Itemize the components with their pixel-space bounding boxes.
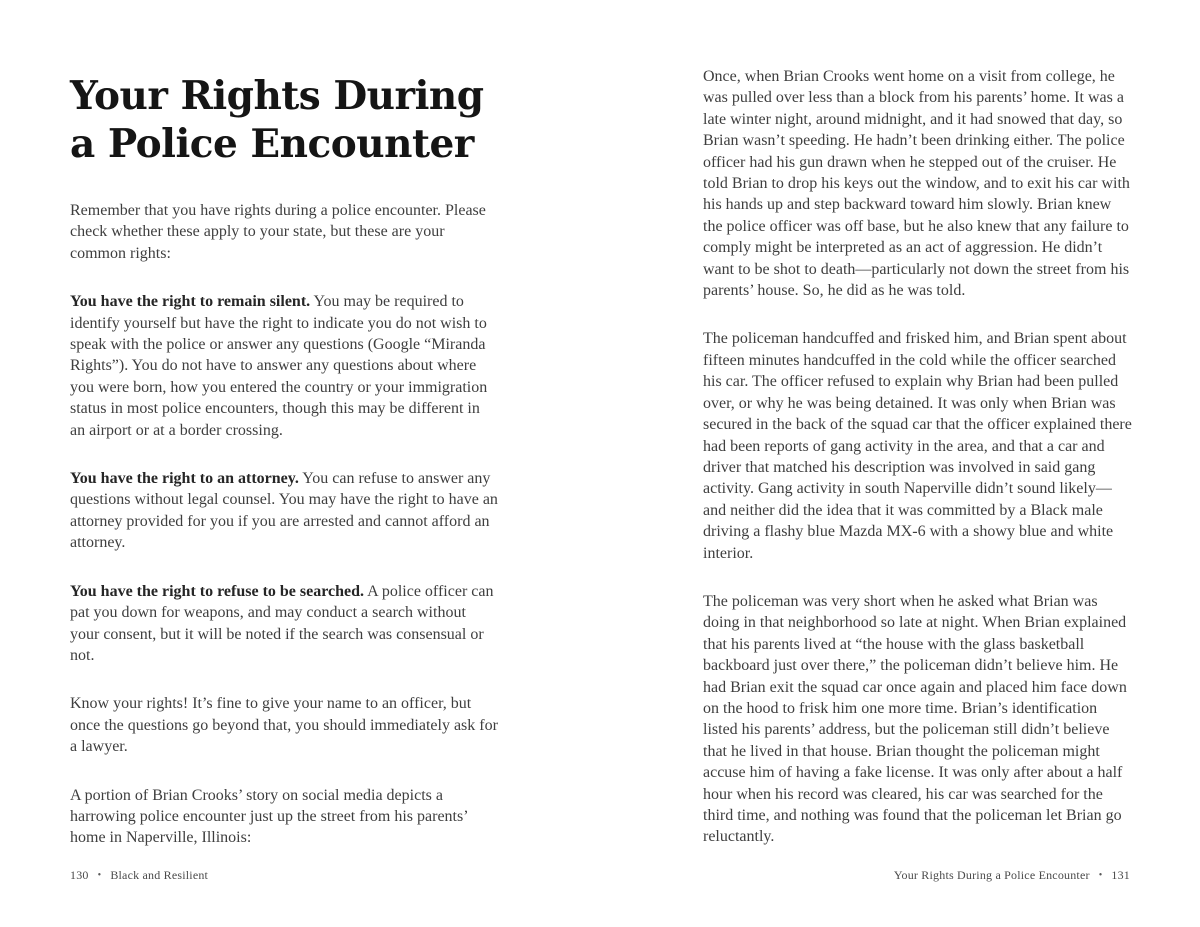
- right-lead-remain-silent: You have the right to remain silent.: [70, 293, 311, 311]
- left-page-number: 130: [70, 868, 89, 882]
- right-lead-refuse-search: You have the right to refuse to be searched.: [70, 582, 365, 600]
- footer-separator-dot: •: [97, 870, 102, 881]
- right-body-attorney: You can refuse to answer any questions without legal counsel. You may have the right to have an attorney provided for you if you are arrested and cannot afford an attorney.: [70, 470, 498, 552]
- brian-crooks-intro-paragraph: A portion of Brian Crooks’ story on social media depicts a harrowing police encounter just up the street from his parents’ home in Naperville, Illinois:: [70, 786, 468, 847]
- right-body-remain-silent: You may be required to identify yourself but have the right to indicate you do not wish to speak with the police or answer any questions (Google “Miranda Rights”). You do not have to answer any questions about where you were born, how you entered the country or your immigration status in most police encounters, though this may be different in an airport or at a border crossing.: [70, 293, 488, 439]
- left-page: [70, 72, 498, 849]
- chapter-title: [70, 72, 498, 168]
- right-item-attorney: [70, 468, 498, 554]
- story-paragraph-2: The policeman handcuffed and frisked him, and Brian spent about fifteen minutes handcuffed in the cold while the officer searched his car. The officer refused to explain why Brian had been pulled over, or why he was being detained. It was only when Brian was secured in the back of the squad car that the officer explained there had been reports of gang activity in the area, and that a car and driver that matched his description was involved in said gang activity. Gang activity in south Naperville didn’t sound likely—and neither did the idea that it was committed by a Black male driving a flashy blue Mazda MX-6 with a showy blue and white interior.: [703, 330, 1132, 562]
- right-page-number: 131: [1111, 868, 1130, 882]
- running-chapter-title: Your Rights During a Police Encounter: [893, 868, 1090, 882]
- right-page: [703, 66, 1133, 848]
- chapter-title-line-1: Your Rights During: [70, 73, 484, 119]
- know-your-rights-paragraph: Know your rights! It’s fine to give your name to an officer, but once the questions go beyond that, you should immediately ask for a lawyer.: [70, 695, 498, 756]
- left-page-footer: [70, 868, 208, 883]
- right-item-refuse-search: [70, 581, 498, 667]
- story-paragraph-1: Once, when Brian Crooks went home on a visit from college, he was pulled over less than a block from his parents’ home. It was a late winter night, around midnight, and it had snowed that day, so Brian wasn’t speeding. He hadn’t been drinking either. The police officer had his gun drawn when he stepped out of the cruiser. He told Brian to drop his keys out the window, and to exit his car with his hands up and step backward toward him slowly. Brian knew the police officer was off base, but he also knew that any failure to comply might be interpreted as an act of aggression. He didn’t want to be shot to death—particularly not down the street from his parents’ house. So, he did as he was told.: [703, 68, 1130, 300]
- right-page-footer: [894, 868, 1130, 883]
- story-paragraph-3: The policeman was very short when he asked what Brian was doing in that neighborhood so late at night. When Brian explained that his parents lived at “the house with the glass basketball backboard just over there,” the policeman didn’t believe him. He had Brian exit the squad car once again and placed him face down on the hood to frisk him one more time. Brian’s identification listed his parents’ address, but the policeman still didn’t believe that he lived in that house. Brian thought the policeman might accuse him of having a fake license. It was only after about a half hour when his record was cleared, his car was searched for the third time, and nothing was found that the policeman let Brian go reluctantly.: [703, 592, 1127, 846]
- right-lead-attorney: You have the right to an attorney.: [70, 470, 299, 488]
- intro-paragraph: Remember that you have rights during a police encounter. Please check whether these apply to your state, but these are your common rights:: [70, 202, 486, 262]
- right-item-remain-silent: [70, 291, 498, 441]
- book-title: Black and Resilient: [110, 868, 209, 882]
- right-body-refuse-search: A police officer can pat you down for weapons, and may conduct a search without your consent, but it will be noted if the search was consensual or not.: [70, 582, 494, 664]
- footer-separator-dot: •: [1098, 870, 1103, 881]
- chapter-title-line-2: a Police Encounter: [70, 121, 474, 167]
